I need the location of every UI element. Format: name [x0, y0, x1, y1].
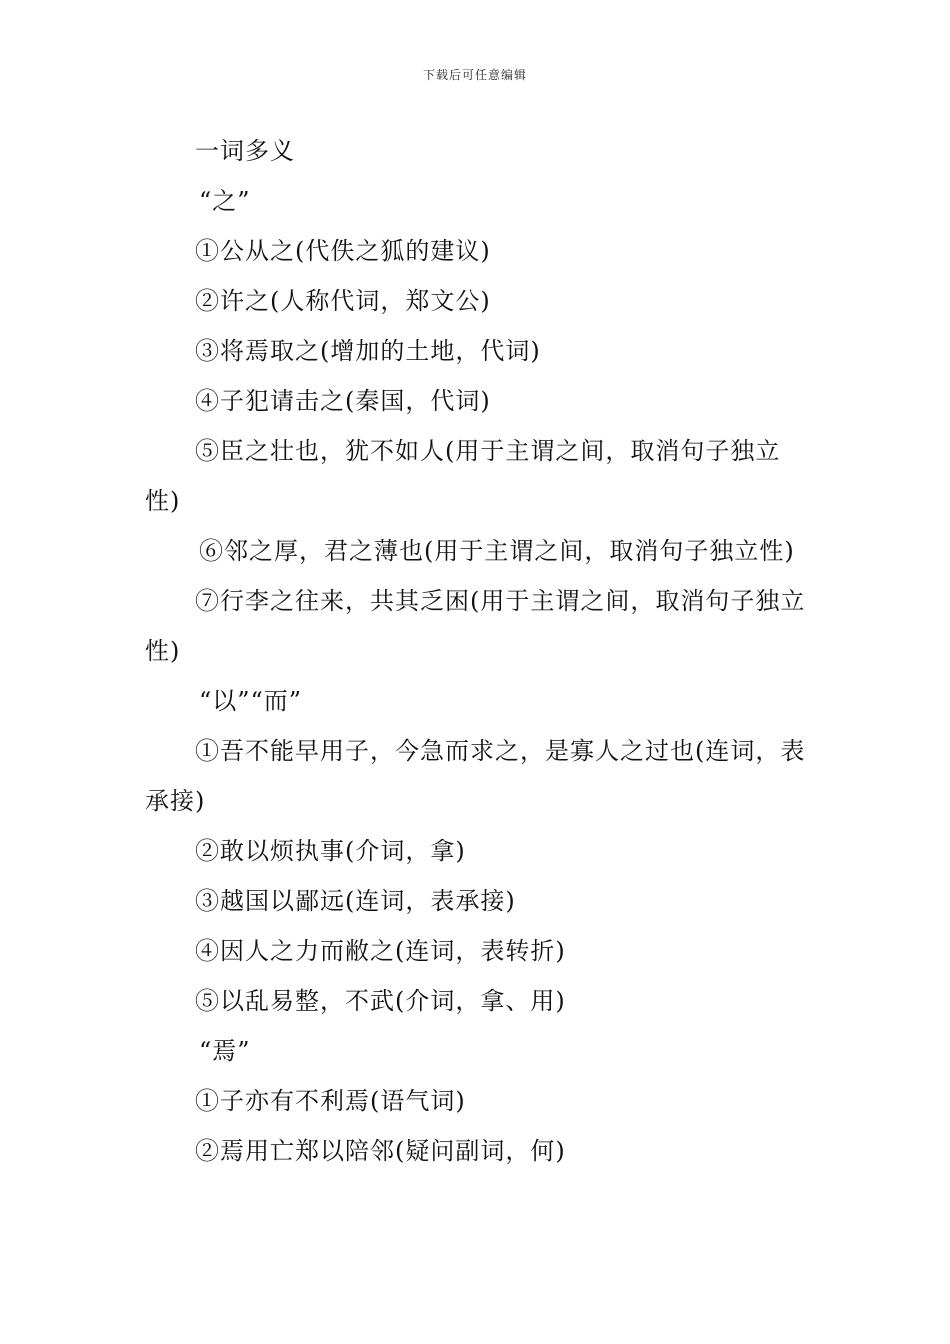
- list-item: ⑥邻之厚，君之薄也(用于主谓之间，取消句子独立性): [199, 537, 795, 565]
- list-item: ④子犯请击之(秦国，代词): [195, 387, 491, 415]
- list-item: ②敢以烦执事(介词，拿): [195, 837, 466, 865]
- list-item: ①吾不能早用子，今急而求之，是寡人之过也(连词，表承接): [145, 737, 806, 815]
- list-item: ④因人之力而敝之(连词，表转折): [195, 937, 566, 965]
- section-heading-zhi: “之”: [199, 187, 251, 215]
- document-title: 一词多义: [195, 137, 295, 165]
- list-item: ①子亦有不利焉(语气词): [195, 1087, 466, 1115]
- section-heading-yan: “焉”: [199, 1037, 251, 1065]
- list-item: ③将焉取之(增加的土地，代词): [195, 337, 541, 365]
- list-item: ②许之(人称代词，郑文公): [195, 287, 491, 315]
- list-item: ⑦行李之往来，共其乏困(用于主谓之间，取消句子独立性): [145, 587, 806, 665]
- section-heading-yi-er: “以”“而”: [199, 687, 303, 715]
- list-item: ⑤以乱易整，不武(介词，拿、用): [195, 987, 566, 1015]
- list-item: ⑤臣之壮也，犹不如人(用于主谓之间，取消句子独立性): [145, 437, 781, 515]
- page-header: 下载后可任意编辑: [422, 68, 527, 82]
- list-item: ③越国以鄙远(连词，表承接): [195, 887, 516, 915]
- list-item: ①公从之(代佚之狐的建议): [195, 237, 491, 265]
- document-body: [145, 126, 810, 1176]
- list-item: ②焉用亡郑以陪邻(疑问副词，何): [195, 1137, 566, 1165]
